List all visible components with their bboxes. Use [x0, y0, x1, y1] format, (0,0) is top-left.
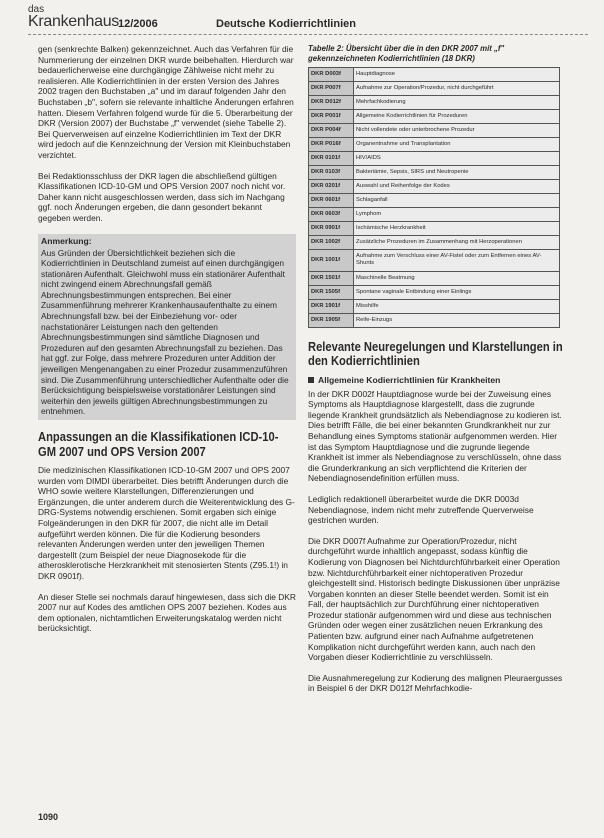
table-cell-code: DKR P001f: [309, 109, 354, 123]
table-row: [309, 271, 560, 285]
table-row: [309, 95, 560, 109]
table-row: [309, 123, 560, 137]
table-row: [309, 67, 560, 81]
table-cell-code: DKR D012f: [309, 95, 354, 109]
table-cell-title: Spontane vaginale Entbindung einer Einlings: [354, 285, 560, 299]
note-title: Anmerkung:: [41, 235, 92, 246]
left-paragraph-3: Die medizinischen Klassifikationen ICD-10-GM 2007 und OPS 2007 wurden vom DIMDI überarbeitet. Dies betrifft Änderungen durch die WHO sowie weitere Klarstellungen, Differenzierungen und Ergänzungen, die unter anderem durch die Weiterentwicklung des G-DRG-Systems notwendig erschienen. Somit ergaben sich einige Folgeänderungen in den DKR für 2007, die nicht alle im Detail aufgeführt werden können. Die für die Kodierung besonders relevanten Änderungen werden unter den jeweiligen Themen dargestellt (zum Beispiel der neue Diagnosekode für die atherosklerotische Herzkrankheit mit stenosierten Stents (Z95.1!) in DKR 0901f).: [38, 465, 295, 581]
right-subheading-text: Allgemeine Kodierrichtlinien für Krankheiten: [318, 374, 501, 385]
right-paragraph-2: Lediglich redaktionell überarbeitet wurde die DKR D003d Nebendiagnose, indem nicht mehr zutreffende Querverweise gestrichen wurden.: [308, 493, 534, 526]
table-row: [309, 193, 560, 207]
table-row: [309, 151, 560, 165]
table-cell-title: Aufnahme zur Operation/Prozedur, nicht durchgeführt: [354, 81, 560, 95]
table-cell-code: DKR P004f: [309, 123, 354, 137]
table-cell-code: DKR 1505f: [309, 285, 354, 299]
left-paragraph-2: Bei Redaktionsschluss der DKR lagen die abschließend gültigen Klassifikationen ICD-10-GM und OPS Version 2007 noch nicht vor. Daher kann nicht ausgeschlossen werden, dass sich im Nachgang ggf. noch Änderungen ergeben, die dann gesondert bekannt gegeben werden.: [38, 170, 286, 223]
table-cell-code: DKR 0601f: [309, 193, 354, 207]
table-cell-title: Mehrfachkodierung: [354, 95, 560, 109]
table-cell-code: DKR 1001f: [309, 249, 354, 271]
table-cell-title: Misshilfe: [354, 299, 560, 313]
table-cell-code: DKR 0201f: [309, 179, 354, 193]
table-cell-code: DKR D003f: [309, 67, 354, 81]
table-cell-code: DKR 1905f: [309, 313, 354, 327]
table-cell-title: HIV/AIDS: [354, 151, 560, 165]
table-row: [309, 299, 560, 313]
table-row: [309, 81, 560, 95]
table-cell-title: Nicht vollendete oder unterbrochene Prozedur: [354, 123, 560, 137]
page-number: 1090: [38, 812, 59, 822]
issue-number: 12/2006: [118, 18, 158, 30]
right-paragraph-4: Die Ausnahmeregelung zur Kodierung des malignen Pleuraergusses in Beispiel 6 der DKR D012f Mehrfachkodie-: [308, 672, 563, 694]
logo-small-text: das: [28, 4, 45, 15]
table-cell-code: DKR 0103f: [309, 165, 354, 179]
table-cell-code: DKR 1002f: [309, 235, 354, 249]
table-row: [309, 313, 560, 327]
square-bullet-icon: [308, 377, 314, 383]
table-cell-title: Bakteriämie, Sepsis, SIRS und Neutropenie: [354, 165, 560, 179]
table-cell-code: DKR 1901f: [309, 299, 354, 313]
left-paragraph-1: gen (senkrechte Balken) gekennzeichnet. Auch das Verfahren für die Nummerierung der einzelnen DKR wurde beibehalten. Hierdurch war bedauerlicherweise eine durchgängige Zählweise nicht mehr zu realisieren. Alle Kodierrichtlinien in der ersten Version des Jahres 2002 tragen den Buchstaben „a" und im darauf folgenden Jahr den Buchstaben „b", sofern sie relevante inhaltliche Änderungen erfahren hatten. Diesem Verfahren folgend wurde für die 5. Überarbeitung der DKR (Version 2007) der Buchstabe „f" verwendet (siehe Tabelle 2). Bei Querverweisen auf einzelne Kodierrichtlinien im Text der DKR wird jedoch auf die Kennzeichnung der Version mit Kleinbuchstaben verzichtet.: [38, 44, 294, 160]
table-row: [309, 221, 560, 235]
table-row: [309, 249, 560, 271]
left-heading: Anpassungen an die Klassifikationen ICD-10-GM 2007 und OPS Version 2007: [38, 429, 279, 459]
table-cell-code: DKR P007f: [309, 81, 354, 95]
left-column: [38, 44, 296, 634]
table-cell-title: Schlaganfall: [354, 193, 560, 207]
table-cell-code: DKR 0603f: [309, 207, 354, 221]
left-paragraph-4: An dieser Stelle sei nochmals darauf hingewiesen, dass sich die DKR 2007 nur auf Kodes des amtlichen OPS 2007 beziehen. Kodes aus dem optionalen, nichtamtlichen Erweiterungskatalog werden nicht berücksichtigt.: [38, 591, 296, 634]
table-cell-title: Ischämische Herzkrankheit: [354, 221, 560, 235]
table-cell-code: DKR 1501f: [309, 271, 354, 285]
table-cell-title: Organentnahme und Transplantation: [354, 137, 560, 151]
table-row: [309, 179, 560, 193]
table-cell-title: Lymphom: [354, 207, 560, 221]
table-cell-title: Maschinelle Beatmung: [354, 271, 560, 285]
table-row: [309, 137, 560, 151]
table-cell-title: Hauptdiagnose: [354, 67, 560, 81]
table-cell-title: Reife-Einzugs: [354, 313, 560, 327]
table-row: [309, 235, 560, 249]
table-row: [309, 285, 560, 299]
note-box: [38, 234, 296, 421]
table-cell-title: Allgemeine Kodierrichtlinien für Prozeduren: [354, 109, 560, 123]
right-subheading: [308, 375, 564, 385]
table-caption: Tabelle 2: Übersicht über die in den DKR 2007 mit „f" gekennzeichneten Kodierrichtlinien (18 DKR): [308, 44, 505, 63]
table-cell-title: Auswahl und Reihenfolge der Kodes: [354, 179, 560, 193]
logo-main-text: Krankenhaus: [28, 13, 119, 30]
table-cell-code: DKR 0101f: [309, 151, 354, 165]
table-cell-title: Zusätzliche Prozeduren im Zusammenhang mit Herzoperationen: [354, 235, 560, 249]
table-cell-code: DKR 0901f: [309, 221, 354, 235]
table-cell-title: Aufnahme zum Verschluss einer AV-Fistel oder zum Entfernen eines AV-Shunts: [354, 249, 560, 271]
note-text: Aus Gründen der Übersichtlichkeit beziehen sich die Kodierrichtlinien in Deutschland zumeist auf einen durchgängigen stationären Aufenthalt. Gleichwohl muss ein stationärer Aufenthalt nicht zwingend einem Abrechnungsfall gemäß Abrechnungsbestimmungen entsprechen. Bei einer Zusammenführung mehrerer Krankenhausaufenthalte zu einem Abrechnungsfall bzw. bei der Einbeziehung vor- oder nachstationärer Leistungen nach den geltenden Abrechnungsbestimmungen sind sämtliche Diagnosen und Prozeduren auf den gesamten Abrechnungsfall zu beziehen. Das hat ggf. zur Folge, dass mehrere Prozeduren unter Addition der jeweiligen Mengenangaben zu einer Prozedur zusammenzuführen sind. Die Zusammenführung unterschiedlicher Aufenthalte oder die Berücksichtigung beispielsweise vorstationärer Leistungen sind weiterhin den jeweils gültigen Abrechnungsbestimmungen zu entnehmen.: [41, 247, 289, 417]
right-paragraph-3: Die DKR D007f Aufnahme zur Operation/Prozedur, nicht durchgeführt wurde inhaltlich angepasst, sodass künftig die Kodierung von Diagnosen bei Nichtdurchführbarkeit einer Operation bzw. Nichtdurchführbarkeit einer nichtoperativen Prozedur gleichgestellt sind. Historisch bedingte Diskussionen über unpräzise Vorgaben konnten an dieser Stelle beendet werden. Somit ist ein Fall, der hauptsächlich zur Durchführung einer nichtoperativen Prozedur stationär aufgenommen wird und diese aus technischen Gründen oder wegen einer zusätzlichen neuen Erkrankung des Patienten bzw. aufgrund einer nach Aufnahme aufgetretenen Komplikation nicht durchgeführt werden kann, auch nach den Vorgaben dieser Kodierrichtlinie zu verschlüsseln.: [308, 535, 560, 663]
table-row: [309, 109, 560, 123]
dkr-table: [308, 67, 560, 328]
section-title: Deutsche Kodierrichtlinien: [216, 18, 356, 30]
table-row: [309, 165, 560, 179]
table-row: [309, 207, 560, 221]
right-column: [308, 44, 564, 694]
masthead: [28, 4, 588, 35]
right-heading: Relevante Neuregelungen und Klarstellungen in den Kodierrichtlinien: [308, 338, 563, 369]
table-cell-code: DKR P016f: [309, 137, 354, 151]
right-paragraph-1: In der DKR D002f Hauptdiagnose wurde bei der Zuweisung eines Symptoms als Hauptdiagnose klargestellt, dass die zugrunde liegende Krankheit grundsätzlich als Nebendiagnose zu kodieren ist. Dies betrifft Fälle, die bei einer bekannten Grundkrankheit nur zur Behandlung eines Symptoms stationär aufgenommen werden. Hier ist das Symptom Hauptdiagnose und die zugrunde liegende Krankheit ist immer als Nebendiagnose zu verschlüsseln, ohne dass die Grunderkrankung an sich verpflichtend die Kriterien der Nebendiagnosendefinition erfüllen muss.: [308, 388, 562, 484]
